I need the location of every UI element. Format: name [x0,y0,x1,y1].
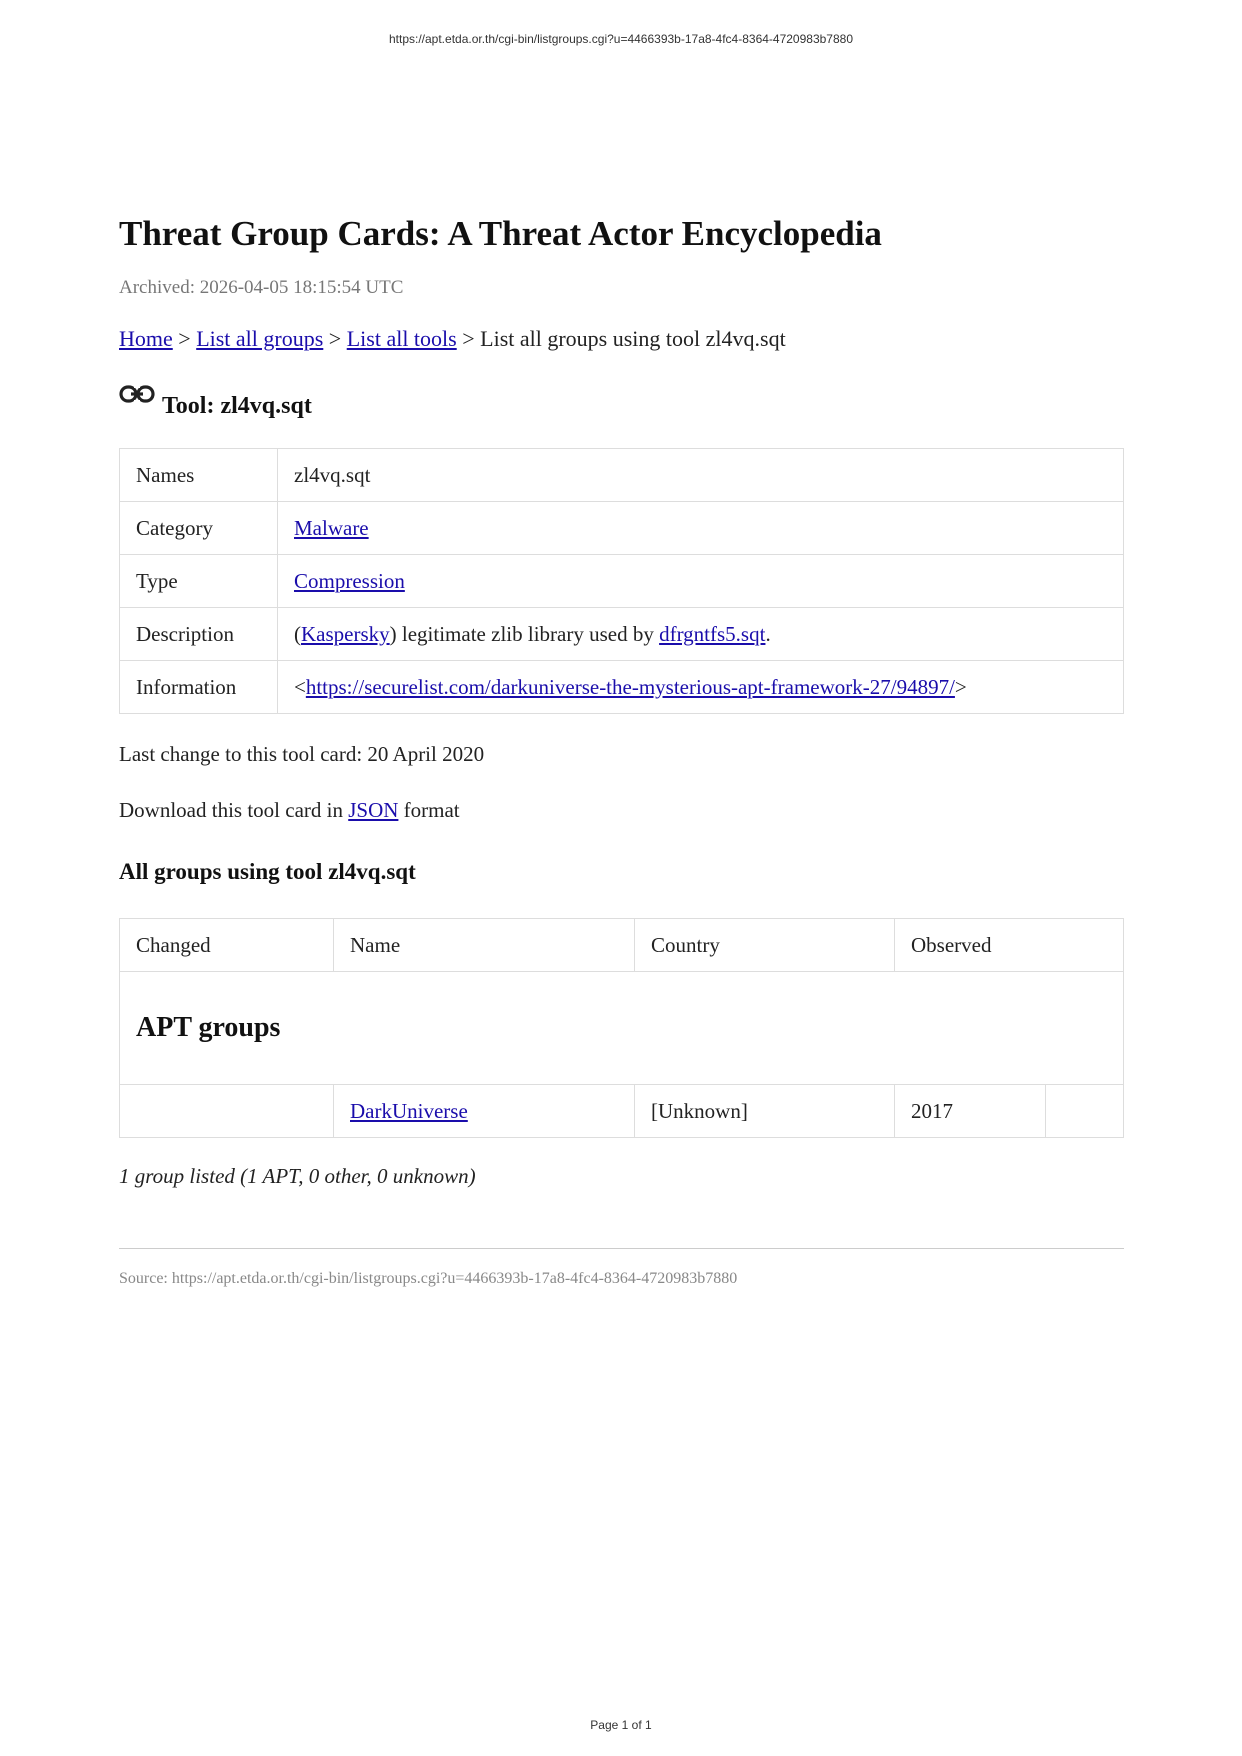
last-change-text: Last change to this tool card: 20 April 2020 [119,742,485,766]
archived-timestamp: Archived: 2026-04-05 18:15:54 UTC [119,277,404,298]
information-cell [278,661,1124,714]
breadcrumb [119,325,1124,353]
breadcrumb-separator: > [172,326,197,351]
type-cell [278,555,1124,608]
table-row [120,449,1124,502]
groups-summary: 1 group listed (1 APT, 0 other, 0 unknown) [119,1164,476,1188]
breadcrumb-list-tools-link[interactable]: List all tools [346,326,457,351]
breadcrumb-separator: > [456,326,481,351]
column-header-name: Name [334,919,635,972]
breadcrumb-list-groups-link[interactable]: List all groups [196,326,324,351]
category-cell [278,502,1124,555]
table-row [120,1085,1124,1138]
print-header-url: https://apt.etda.or.th/cgi-bin/listgroups.cgi?u=4466393b-17a8-4fc4-8364-4720983b7880 [388,32,853,46]
description-end: . [765,621,771,646]
breadcrumb-current: List all groups using tool zl4vq.sqt [480,326,786,351]
download-line [119,796,1124,824]
download-suffix: format [398,798,460,822]
breadcrumb-home-link[interactable]: Home [119,326,173,351]
table-header-row [120,919,1124,972]
table-row [120,661,1124,714]
information-label: Information [120,661,278,714]
name-cell [334,1085,635,1138]
tool-info-table [119,448,1124,714]
names-label: Names [120,449,278,502]
information-gt: > [954,674,967,699]
description-label: Description [120,608,278,661]
dfrgntfs5-link[interactable]: dfrgntfs5.sqt [659,621,766,646]
kaspersky-link[interactable]: Kaspersky [301,621,390,646]
section-row [120,972,1124,1085]
source-url: Source: https://apt.etda.or.th/cgi-bin/listgroups.cgi?u=4466393b-17a8-4fc4-8364-4720983b7880 [119,1270,738,1287]
column-header-changed: Changed [120,919,334,972]
description-text: ) legitimate zlib library used by [389,621,660,646]
category-label: Category [120,502,278,555]
tool-heading [119,383,1124,421]
table-row [120,608,1124,661]
table-row [120,555,1124,608]
country-cell: [Unknown] [635,1085,895,1138]
observed-cell: 2017 [895,1085,1046,1138]
category-link[interactable]: Malware [294,515,369,540]
securelist-link[interactable]: https://securelist.com/darkuniverse-the-mysterious-apt-framework-27/94897/ [305,674,955,699]
json-download-link[interactable]: JSON [348,798,399,822]
column-header-observed: Observed [895,919,1124,972]
groups-heading: All groups using tool zl4vq.sqt [119,859,416,884]
description-cell [278,608,1124,661]
breadcrumb-separator: > [323,326,347,351]
information-lt: < [294,674,306,699]
column-header-country: Country [635,919,895,972]
changed-cell [120,1085,334,1138]
group-name-link[interactable]: DarkUniverse [350,1098,468,1123]
page-title: Threat Group Cards: A Threat Actor Encyclopedia [119,214,882,253]
empty-cell [1046,1085,1124,1138]
main-content [119,212,1124,1289]
groups-table [119,918,1124,1138]
divider [119,1248,1124,1249]
link-icon [119,383,155,407]
type-link[interactable]: Compression [294,568,405,593]
download-prefix: Download this tool card in [119,798,349,822]
description-open-paren: ( [294,621,301,646]
page-number: Page 1 of 1 [590,1718,652,1732]
tool-title: Tool: zl4vq.sqt [162,393,312,419]
apt-groups-section-title: APT groups [120,972,1124,1085]
names-value: zl4vq.sqt [278,449,1124,502]
type-label: Type [120,555,278,608]
table-row [120,502,1124,555]
